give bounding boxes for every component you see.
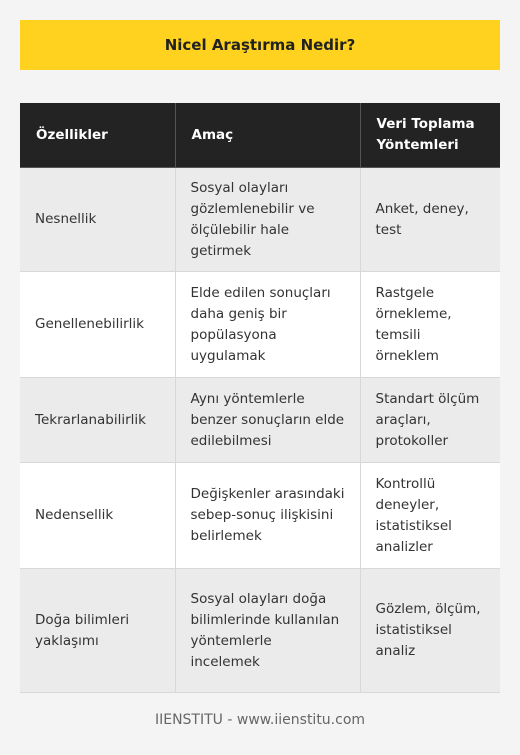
table-row	[20, 569, 500, 693]
header-data-collection-methods: Veri Toplama Yöntemleri	[360, 103, 500, 168]
feature-cell: Tekrarlanabilirlik	[20, 378, 175, 463]
features-table	[20, 103, 500, 693]
table-row	[20, 272, 500, 378]
purpose-cell: Değişkenler arasındaki sebep-sonuç ilişkisini belirlemek	[175, 463, 360, 569]
table-header-row	[20, 103, 500, 168]
purpose-cell: Sosyal olayları doğa bilimlerinde kullanılan yöntemlerle incelemek	[175, 569, 360, 693]
table-row	[20, 378, 500, 463]
methods-cell: Gözlem, ölçüm, istatistiksel analiz	[360, 569, 500, 693]
page-title: Nicel Araştırma Nedir?	[20, 20, 500, 70]
feature-cell: Nesnellik	[20, 168, 175, 272]
header-features: Özellikler	[20, 103, 175, 168]
purpose-cell: Sosyal olayları gözlemlenebilir ve ölçülebilir hale getirmek	[175, 168, 360, 272]
footer-text: IIENSTITU - www.iienstitu.com	[154, 712, 366, 728]
methods-cell: Standart ölçüm araçları, protokoller	[360, 378, 500, 463]
feature-cell: Nedensellik	[20, 463, 175, 569]
feature-cell: Genellenebilirlik	[20, 272, 175, 378]
table-row	[20, 168, 500, 272]
table-row	[20, 463, 500, 569]
methods-cell: Kontrollü deneyler, istatistiksel analizler	[360, 463, 500, 569]
feature-cell: Doğa bilimleri yaklaşımı	[20, 569, 175, 693]
purpose-cell: Aynı yöntemlerle benzer sonuçların elde edilebilmesi	[175, 378, 360, 463]
header-purpose: Amaç	[175, 103, 360, 168]
methods-cell: Anket, deney, test	[360, 168, 500, 272]
purpose-cell: Elde edilen sonuçları daha geniş bir popülasyona uygulamak	[175, 272, 360, 378]
methods-cell: Rastgele örnekleme, temsili örneklem	[360, 272, 500, 378]
